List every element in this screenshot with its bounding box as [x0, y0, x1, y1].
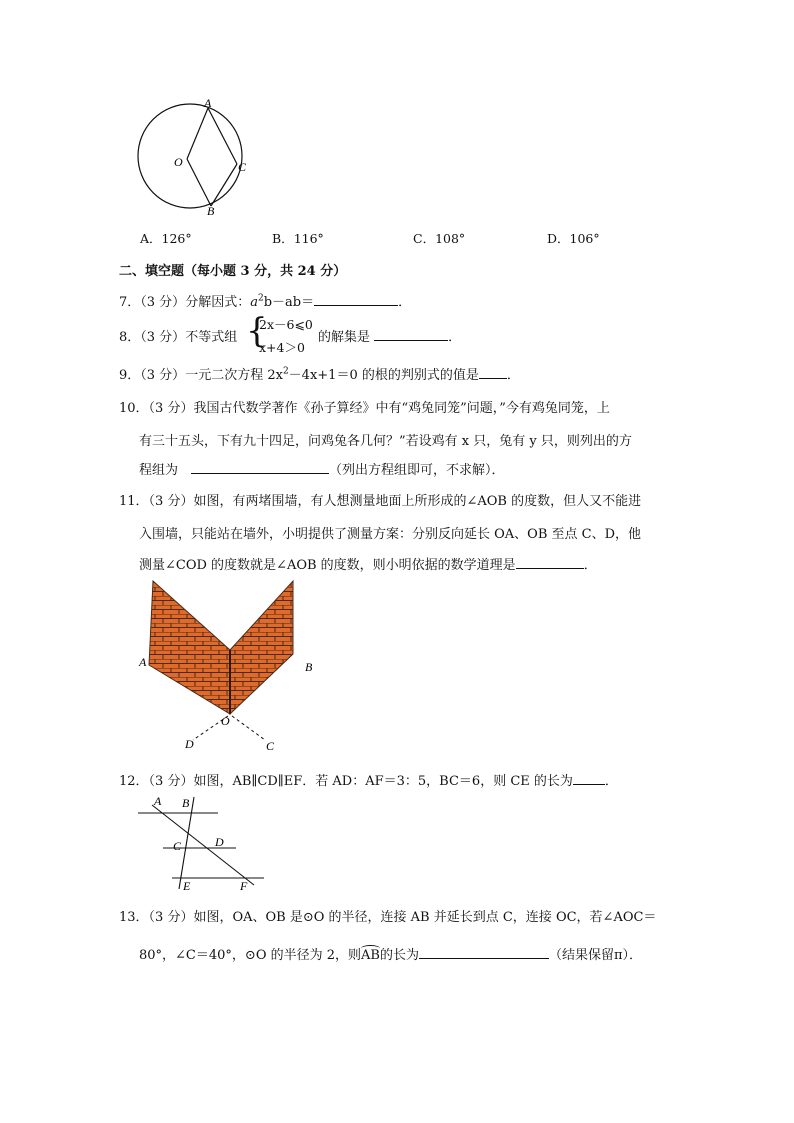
answer-blank-10	[191, 461, 329, 474]
label-b: B	[207, 204, 215, 218]
question-8: 8．（3 分）不等式组	[119, 330, 238, 345]
question-12: 12．（3 分）如图，AB∥CD∥EF．若 AD：AF＝3：5，BC＝6，则 CE 的长为 ．	[119, 774, 618, 789]
label-o: O	[221, 714, 230, 728]
label-b: B	[305, 660, 313, 674]
label-o: O	[174, 155, 183, 169]
question-8-tail: 的解集是 ．	[318, 330, 462, 345]
question-10-line-3: 程组为 （列出方程组即可，不求解）．	[139, 463, 505, 478]
segment-oa	[187, 108, 208, 159]
question-11-line-1: 11．（3 分）如图，有两堵围墙，有人想测量地面上所形成的∠AOB 的度数，但人又不能进	[119, 494, 642, 509]
question-7: 7．（3 分）分解因式：$a^2b-ab=$ ．	[119, 293, 412, 310]
answer-blank-7	[314, 293, 398, 306]
label-b: B	[182, 796, 190, 810]
section-title: 二、填空题（每小题 3 分，共 24 分）	[119, 264, 347, 279]
arc-ab: AB	[361, 948, 380, 963]
option-c: C．108°	[413, 231, 466, 246]
question-10-line-2: 有三十五头，下有九十四足，问鸡兔各几何？”若设鸡有 x 只，兔有 y 只，则列出的方	[139, 434, 632, 449]
answer-blank-13	[419, 946, 549, 959]
option-d: D．106°	[547, 231, 600, 246]
label-c: C	[266, 739, 275, 753]
right-wall	[230, 581, 293, 714]
inequality-row-1: 2x－6⩽0	[259, 317, 313, 332]
system-brace: {	[246, 311, 268, 351]
label-f: F	[240, 879, 248, 893]
question-13-line-2: 80°，∠C＝40°，⊙O 的半径为 2，则AB的长为 （结果保留π）．	[139, 948, 643, 963]
segment-ac	[208, 108, 237, 164]
extension-oc	[232, 716, 265, 740]
label-a: A	[154, 794, 162, 808]
label-d: D	[185, 737, 194, 751]
question-13-line-1: 13．（3 分）如图，OA、OB 是⊙O 的半径，连接 AB 并延长到点 C，连接 OC，若∠AOC＝	[119, 910, 657, 925]
circle-o	[138, 104, 242, 208]
label-c: C	[238, 160, 247, 174]
answer-blank-12	[573, 772, 605, 785]
label-a: A	[139, 655, 147, 669]
answer-blank-9	[479, 366, 507, 379]
brick-wall-figure	[135, 578, 325, 756]
question-9: 9．（3 分）一元二次方程 $2x^2-4x+1=0$ 的根的判别式的值是 ．	[119, 366, 520, 383]
option-a: A．126°	[140, 231, 192, 246]
label-c: C	[173, 839, 182, 853]
label-e: E	[183, 879, 191, 893]
question-11-line-2: 入围墙，只能站在墙外，小明提供了测量方案：分别反向延长 OA、OB 至点 C、D，他	[139, 527, 642, 542]
transversal-af	[152, 805, 254, 885]
inequality-row-2: x+4＞0	[259, 340, 305, 355]
answer-blank-8	[374, 328, 448, 341]
segment-ob	[187, 159, 211, 206]
label-d: D	[215, 835, 224, 849]
label-a: A	[204, 96, 212, 110]
answer-blank-11	[516, 556, 584, 569]
circle-figure	[130, 96, 255, 221]
transversal-be	[179, 797, 194, 889]
left-wall	[149, 581, 230, 714]
question-11-line-3: 测量∠COD 的度数就是∠AOB 的度数，则小明依据的数学道理是 ．	[139, 558, 597, 573]
question-10-line-1: 10．（3 分）我国古代数学著作《孙子算经》中有“鸡兔同笼”问题，”今有鸡兔同笼，上	[119, 401, 610, 416]
option-b: B．116°	[272, 231, 324, 246]
parallel-lines-figure	[136, 793, 271, 893]
